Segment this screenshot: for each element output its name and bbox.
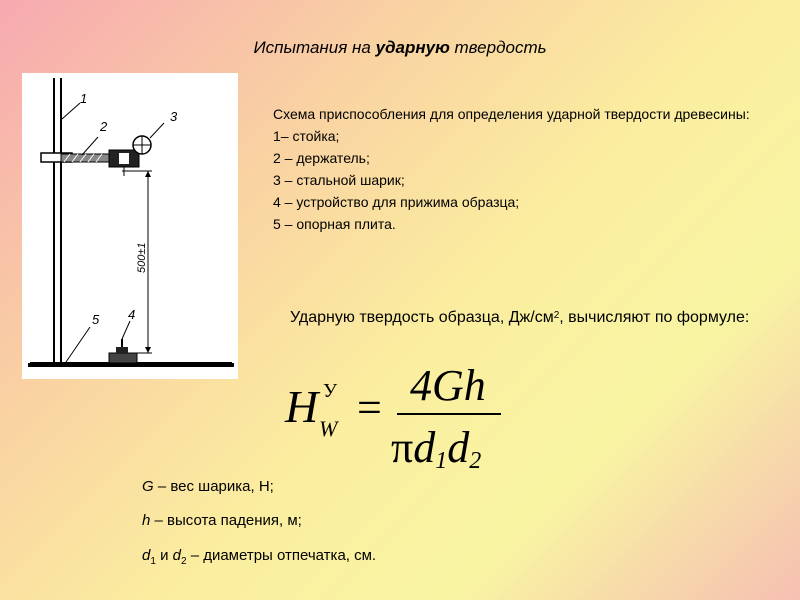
description-item: 3 – стальной шарик; <box>273 172 405 188</box>
label-3: 3 <box>170 109 178 124</box>
formula-d1-sub: 1 <box>435 448 448 474</box>
label-4: 4 <box>128 307 136 322</box>
apparatus-svg <box>22 73 238 379</box>
legend-var-d1: d <box>142 547 151 564</box>
legend-text-h: – высота падения, м; <box>150 512 302 529</box>
legend-row-h <box>142 512 302 529</box>
description-heading: Схема приспособления для определения ударной твердости древесины: <box>273 106 750 122</box>
label-2: 2 <box>100 119 108 134</box>
legend-sub-2: 2 <box>180 556 187 567</box>
formula-intro <box>290 306 750 329</box>
formula-d2: d <box>447 423 470 472</box>
apparatus-diagram <box>22 73 238 379</box>
formula-intro-text: Ударную твердость образца, Дж/см <box>290 309 554 326</box>
slide-title <box>0 38 800 58</box>
legend-text-g: – вес шарика, Н; <box>153 478 274 495</box>
formula-subscript: W <box>319 416 338 441</box>
formula-pi: π <box>391 423 414 472</box>
formula-denominator <box>391 422 481 473</box>
legend-var-g: G <box>142 478 154 495</box>
legend-text-d: – диаметры отпечатка, см. <box>186 547 377 564</box>
formula-superscript: У <box>323 380 338 402</box>
dimension-label: 500±1 <box>136 242 148 273</box>
formula-intro-unit-power: 2 <box>553 310 560 321</box>
formula-equals: = <box>357 383 382 432</box>
description-item: 1– стойка; <box>273 128 340 144</box>
label-1: 1 <box>80 91 88 106</box>
description-item: 5 – опорная плита. <box>273 216 396 232</box>
title-emphasis: ударную <box>375 38 450 57</box>
formula-d2-sub: 2 <box>469 448 482 474</box>
apparatus-description <box>273 103 773 235</box>
legend-var-d2: d <box>172 547 181 564</box>
legend-and: и <box>155 547 173 564</box>
hardness-formula <box>285 360 525 480</box>
clamp-device <box>109 353 137 363</box>
label-5: 5 <box>92 312 100 327</box>
legend-row-g <box>142 478 274 495</box>
formula-H: H <box>285 381 319 432</box>
formula-intro-text-end: , вычисляют по формуле: <box>559 309 750 326</box>
fraction-bar <box>397 413 501 415</box>
title-part1: Испытания на <box>253 38 376 57</box>
description-item: 4 – устройство для прижима образца; <box>273 194 520 210</box>
legend-row-d <box>142 547 376 567</box>
legend-var-h: h <box>142 512 151 529</box>
formula-numerator: 4Gh <box>410 361 486 410</box>
formula-d1: d <box>413 423 436 472</box>
legend-sub-1: 1 <box>150 556 156 567</box>
description-item: 2 – держатель; <box>273 150 370 166</box>
title-part3: твердость <box>449 38 547 57</box>
